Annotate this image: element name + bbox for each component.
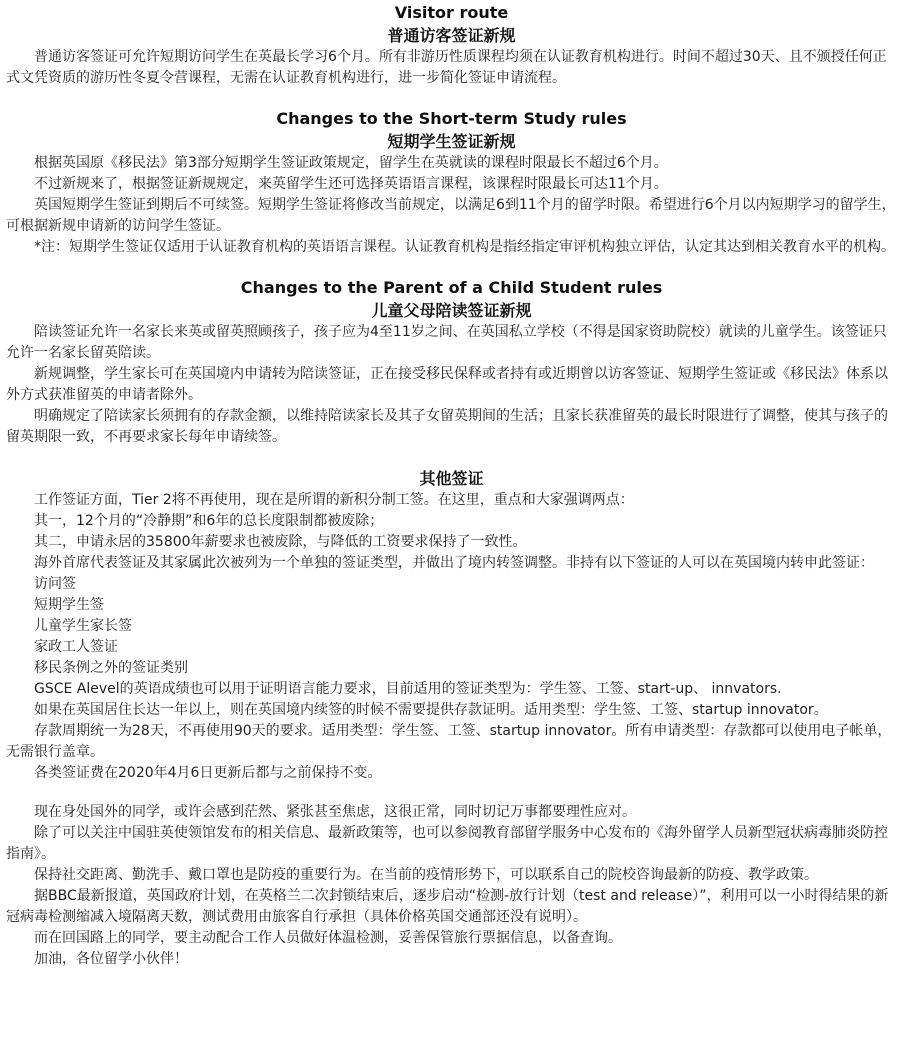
paragraph: 根据英国原《移民法》第3部分短期学生签证政策规定，留学生在英就读的课程时限最长不超过6个月。 — [34, 155, 668, 171]
section-visitor-route — [6, 2, 897, 89]
paragraph: 英国短期学生签证到期后不可续签。短期学生签证将修改当前规定，以满足6到11个月的留学时限。希望进行6个月以内短期学习的留学生，可根据新规申请新的访问学生签证。 — [6, 197, 896, 234]
paragraph: GSCE Alevel的英语成绩也可以用于证明语言能力要求，目前适用的签证类型为：学生签、工签、start-up、 innvators. — [34, 681, 782, 697]
section-parent-of-child-student — [6, 277, 897, 448]
section-title-en: Changes to the Parent of a Child Student rules — [240, 278, 663, 297]
paragraph: 如果在英国居住长达一年以上，则在英国境内续签的时候不需要提供存款证明。适用类型：学生签、工签、startup innovator。 — [34, 702, 828, 718]
section-title-cn: 短期学生签证新规 — [387, 132, 516, 151]
section-title-en: Changes to the Short-term Study rules — [276, 109, 627, 128]
paragraph: 海外首席代表签证及其家属此次被列为一个单独的签证类型，并做出了境内转签调整。非持有以下签证的人可以在英国境内转申此签证： — [34, 555, 874, 571]
section-title-cn: 儿童父母陪读签证新规 — [371, 301, 532, 320]
section-title-cn: 普通访客签证新规 — [387, 26, 516, 45]
paragraph: 除了可以关注中国驻英使领馆发布的相关信息、最新政策等，也可以参阅教育部留学服务中心发布的《海外留学人员新型冠状病毒肺炎防控指南》。 — [6, 825, 888, 862]
list-item: 移民条例之外的签证类别 — [34, 660, 188, 676]
paragraph: 存款周期统一为28天，不再使用90天的要求。适用类型：学生签、工签、startup innovator。所有申请类型：存款都可以使用电子帐单，无需银行盖章。 — [6, 723, 892, 760]
section-title-en: Visitor route — [394, 3, 509, 22]
list-item: 短期学生签 — [34, 597, 104, 613]
paragraph: 不过新规来了，根据签证新规规定，来英留学生还可选择英语语言课程，该课程时限最长可达11个月。 — [34, 176, 668, 192]
paragraph: 工作签证方面，Tier 2将不再使用，现在是所谓的新积分制工签。在这里，重点和大家强调两点： — [34, 492, 634, 508]
list-item: 家政工人签证 — [34, 639, 118, 655]
paragraph: 其二，申请永居的35800年薪要求也被废除，与降低的工资要求保持了一致性。 — [34, 534, 527, 550]
paragraph: 而在回国路上的同学，要主动配合工作人员做好体温检测，妥善保管旅行票据信息，以备查询。 — [34, 930, 622, 946]
list-item: 儿童学生家长签 — [34, 618, 132, 634]
paragraph: 陪读签证允许一名家长来英或留英照顾孩子，孩子应为4至11岁之间、在英国私立学校（不得是国家资助院校）就读的儿童学生。该签证只允许一名家长留英陪读。 — [6, 324, 887, 361]
section-advice — [6, 802, 897, 970]
paragraph: 加油，各位留学小伙伴！ — [34, 951, 188, 967]
section-other-visas — [6, 467, 897, 784]
paragraph: 明确规定了陪读家长须拥有的存款金额，以维持陪读家长及其子女留英期间的生活；且家长获准留英的最长时限进行了调整，使其与孩子的留英期限一致，不再要求家长每年申请续签。 — [6, 408, 888, 445]
paragraph: 普通访客签证可允许短期访问学生在英最长学习6个月。所有非游历性质课程均须在认证教育机构进行。时间不超过30天、且不颁授任何正式文凭资质的游历性冬夏令营课程，无需在认证教育机构进行，进一步简化签证申请流程。 — [6, 49, 887, 86]
list-item: 访问签 — [34, 576, 76, 592]
paragraph: 新规调整，学生家长可在英国境内申请转为陪读签证，正在接受移民保释或者持有或近期曾以访客签证、短期学生签证或《移民法》体系以外方式获准留英的申请者除外。 — [6, 366, 888, 403]
paragraph: 保持社交距离、勤洗手、戴口罩也是防疫的重要行为。在当前的疫情形势下，可以联系自己的院校咨询最新的防疫、教学政策。 — [34, 867, 818, 883]
paragraph: 据BBC最新报道，英国政府计划，在英格兰二次封锁结束后，逐步启动“检测-放行计划（test and release）”，利用可以一小时得结果的新冠病毒检测缩减入境隔离天数，测试费用由旅客自行承担（具体价格英国交通部还没有说明）。 — [6, 888, 889, 925]
paragraph: 现在身处国外的同学，或许会感到茫然、紧张甚至焦虑，这很正常，同时切记万事都要理性应对。 — [34, 804, 636, 820]
paragraph: *注：短期学生签证仅适用于认证教育机构的英语语言课程。认证教育机构是指经指定审评机构独立评估，认定其达到相关教育水平的机构。 — [34, 239, 895, 255]
paragraph: 其一，12个月的“冷静期”和6年的总长度限制都被废除； — [34, 513, 384, 529]
section-title-cn: 其他签证 — [419, 469, 484, 488]
section-short-term-study — [6, 108, 897, 258]
paragraph: 各类签证费在2020年4月6日更新后都与之前保持不变。 — [34, 765, 382, 781]
